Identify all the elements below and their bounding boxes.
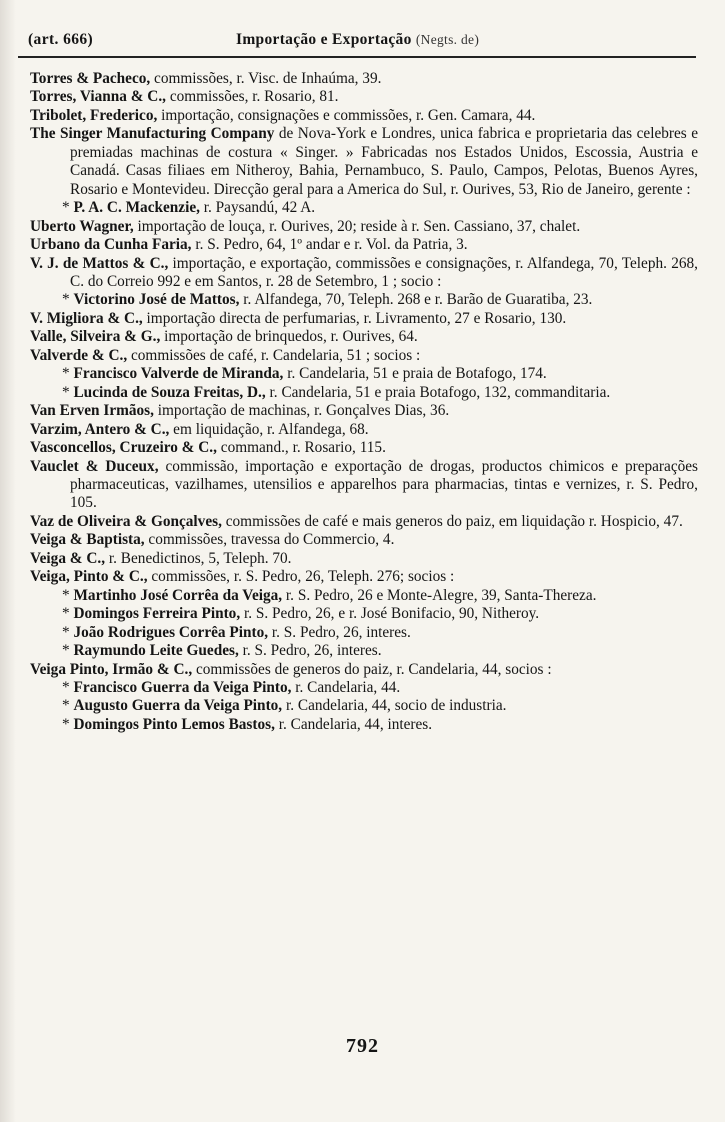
directory-entry	[30, 310, 698, 328]
entry-name: Raymundo Leite Guedes,	[73, 642, 239, 660]
header-subtitle: (Negts. de)	[415, 32, 480, 47]
directory-entry	[30, 513, 698, 531]
directory-entry	[30, 661, 698, 679]
entry-name: Domingos Ferreira Pinto,	[73, 605, 241, 623]
directory-entry	[30, 550, 698, 568]
entry-details: commissões, r. Visc. de Inhaúma, 39.	[150, 70, 382, 87]
entry-name: Domingos Pinto Lemos Bastos,	[73, 715, 275, 733]
entry-name: Varzim, Antero & C.,	[30, 420, 170, 438]
entry-details: r. S. Pedro, 26, e r. José Bonifacio, 90, Nitheroy.	[240, 605, 540, 623]
entry-details: em liquidação, r. Alfandega, 68.	[169, 420, 369, 438]
entry-name: Francisco Guerra da Veiga Pinto,	[73, 678, 292, 696]
partner-entry	[30, 716, 698, 734]
partner-entry	[30, 291, 698, 309]
directory-entry	[30, 347, 698, 365]
entry-details: commissões, r. Rosario, 81.	[166, 88, 339, 106]
directory-entry	[30, 402, 698, 420]
entry-name: Lucinda de Souza Freitas, D.,	[73, 383, 266, 401]
entry-details: commissões, travessa do Commercio, 4.	[144, 531, 395, 549]
entry-details: importação, consignações e commissões, r. Gen. Camara, 44.	[157, 106, 536, 124]
entry-details: commissões, r. S. Pedro, 26, Teleph. 276; socios :	[147, 568, 455, 586]
entry-name: Uberto Wagner,	[30, 217, 134, 235]
page-number: 792	[346, 1035, 379, 1057]
entry-details: importação de louça, r. Ourives, 20; reside à r. Sen. Cassiano, 37, chalet.	[133, 217, 581, 235]
entry-name: Torres & Pacheco,	[30, 70, 151, 87]
entry-name: P. A. C. Mackenzie,	[73, 199, 200, 217]
entry-details: r. Candelaria, 44, socio de industria.	[282, 697, 507, 715]
entry-details: commissões de café e mais generos do paiz, em liquidação r. Hospicio, 47.	[221, 512, 683, 530]
entry-name: Torres, Vianna & C.,	[30, 88, 166, 106]
entry-name: Vauclet & Duceux,	[30, 457, 159, 475]
entry-name: Vasconcellos, Cruzeiro & C.,	[30, 439, 217, 457]
directory-entry	[30, 531, 698, 549]
entry-details: r. Candelaria, 44.	[291, 678, 401, 696]
entry-name: Tribolet, Frederico,	[30, 106, 158, 124]
partner-entry	[30, 605, 698, 623]
directory-entry	[30, 421, 698, 439]
partner-entry	[30, 642, 698, 660]
directory-entry	[30, 568, 698, 586]
running-header	[16, 28, 696, 54]
entry-name: João Rodrigues Corrêa Pinto,	[73, 623, 269, 641]
entry-details: r. Candelaria, 44, interes.	[274, 715, 433, 733]
entry-name: Van Erven Irmãos,	[30, 402, 154, 420]
entry-details: r. S. Pedro, 26 e Monte-Alegre, 39, Santa-Thereza.	[282, 586, 597, 604]
page-edge-shadow	[0, 0, 16, 1122]
directory-entry	[30, 88, 698, 106]
entry-name: V. Migliora & C.,	[30, 309, 143, 327]
directory-entries	[30, 70, 698, 734]
entry-details: commissões de generos do paiz, r. Candelaria, 44, socios :	[192, 660, 552, 678]
entry-name: Augusto Guerra da Veiga Pinto,	[73, 697, 283, 715]
entry-details: r. Benedictinos, 5, Teleph. 70.	[105, 549, 292, 567]
entry-details: r. Candelaria, 51 e praia Botafogo, 132, commanditaria.	[265, 383, 611, 401]
partner-entry	[30, 587, 698, 605]
partner-entry	[30, 624, 698, 642]
article-number: (art. 666)	[28, 31, 94, 48]
header-title: Importação e Exportação	[236, 31, 412, 48]
entry-name: Veiga, Pinto & C.,	[30, 568, 148, 586]
entry-details: commissão, importação e exportação de drogas, productos chimicos e preparações pharmaceuticas, vazilhames, utensilios e apparelhos para pharmacias, tintas e vernizes, r. S. Pedro, 105.	[70, 457, 698, 512]
directory-entry	[30, 328, 698, 346]
directory-entry	[30, 236, 698, 254]
partner-entry	[30, 697, 698, 715]
entry-details: de Nova-York e Londres, unica fabrica e proprietaria das celebres e premiadas machinas de costura « Singer. » Fabricadas nos Estados Unidos, Escossia, Austria e Canadá. Casas filiaes em Nitheroy, Bahia, Pernambuco, S. Paulo, Campos, Pelotas, Buenos Ayres, Rosario e Montevideu. Direcção geral para a America do Sul, r. Ourives, 53, Rio de Janeiro, gerente :	[70, 125, 698, 198]
entry-name: Valle, Silveira & G.,	[30, 328, 161, 346]
entry-name: Victorino José de Mattos,	[73, 291, 240, 309]
entry-details: importação de brinquedos, r. Ourives, 64.	[160, 328, 418, 346]
partner-entry	[30, 199, 698, 217]
entry-details: r. Paysandú, 42 A.	[199, 199, 316, 217]
entry-details: r. S. Pedro, 26, interes.	[268, 623, 411, 641]
header-rule	[18, 56, 696, 58]
directory-entry	[30, 458, 698, 513]
entry-details: r. Candelaria, 51 e praia de Botafogo, 174.	[283, 365, 547, 383]
entry-details: command., r. Rosario, 115.	[216, 439, 386, 457]
entry-details: importação directa de perfumarias, r. Livramento, 27 e Rosario, 130.	[142, 309, 567, 327]
entry-name: Veiga & C.,	[30, 549, 106, 567]
directory-entry	[30, 125, 698, 199]
entry-details: commissões de café, r. Candelaria, 51 ; socios :	[127, 346, 421, 364]
partner-entry	[30, 679, 698, 697]
entry-name: Veiga & Baptista,	[30, 531, 145, 549]
directory-entry	[30, 439, 698, 457]
entry-details: r. S. Pedro, 64, 1º andar e r. Vol. da Patria, 3.	[191, 236, 468, 254]
partner-entry	[30, 365, 698, 383]
entry-name: Francisco Valverde de Miranda,	[73, 365, 284, 383]
directory-entry	[30, 107, 698, 125]
entry-name: Urbano da Cunha Faria,	[30, 236, 192, 254]
entry-details: importação, e exportação, commissões e consignações, r. Alfandega, 70, Teleph. 268, C. do Correio 992 e em Santos, r. 28 de Setembro, 1 ; socio :	[70, 254, 698, 290]
entry-name: V. J. de Mattos & C.,	[30, 254, 169, 272]
entry-details: importação de machinas, r. Gonçalves Dias, 36.	[153, 402, 450, 420]
entry-name: Valverde & C.,	[30, 346, 128, 364]
entry-details: r. S. Pedro, 26, interes.	[238, 642, 382, 660]
entry-name: Vaz de Oliveira & Gonçalves,	[30, 512, 222, 530]
entry-name: Martinho José Corrêa da Veiga,	[73, 586, 283, 604]
entry-name: Veiga Pinto, Irmão & C.,	[30, 660, 193, 678]
entry-name: The Singer Manufacturing Company	[30, 125, 275, 143]
directory-entry	[30, 218, 698, 236]
entry-details: r. Alfandega, 70, Teleph. 268 e r. Barão de Guaratiba, 23.	[239, 291, 593, 309]
partner-entry	[30, 384, 698, 402]
directory-entry	[30, 255, 698, 292]
directory-entry	[30, 70, 698, 88]
header-title-group	[236, 28, 479, 52]
